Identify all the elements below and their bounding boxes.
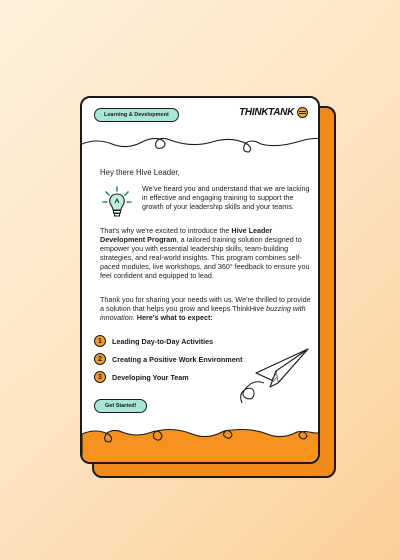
steps-list — [94, 335, 242, 389]
step-item — [94, 353, 242, 365]
step-number: 2 — [94, 353, 106, 365]
program-paragraph — [100, 226, 312, 280]
program-name: Hive Leader Development Program — [100, 226, 273, 244]
thanks-italic: buzzing with innovation. — [100, 304, 306, 322]
step-label: Creating a Positive Work Environment — [112, 354, 243, 364]
step-item — [94, 335, 242, 347]
thanks-text: Thank you for sharing your needs with us. We're thrilled to provide a solution that helps you grow and keeps ThinkHive — [100, 295, 311, 313]
program-text-end: , a tailored training solution designed to empower you with essential leadership skills, team-building strategies, and real-world insights. This program combines self-paced modules, live workshops, and 360° feedback to ensure you feel confident and equipped to lead. — [100, 235, 310, 280]
step-label: Leading Day-to-Day Activities — [112, 336, 214, 346]
step-label: Developing Your Team — [112, 372, 189, 382]
top-squiggle-divider — [82, 126, 320, 156]
program-text-start: That's why we're excited to introduce the — [100, 226, 232, 235]
get-started-button[interactable]: Get Started! — [94, 399, 147, 413]
step-item — [94, 371, 242, 383]
lightbulb-icon — [102, 186, 132, 220]
paper-plane-icon — [232, 343, 312, 413]
step-number: 3 — [94, 371, 106, 383]
intro-paragraph: We've heard you and understand that we are lacking in effective and engaging training to support the growth of your leadership skills and your teams. — [142, 184, 310, 211]
greeting: Hey there Hive Leader, — [100, 168, 180, 177]
step-number: 1 — [94, 335, 106, 347]
thanks-paragraph — [100, 295, 312, 322]
hive-logo-icon — [297, 107, 308, 118]
thanks-bold: Here's what to expect: — [134, 313, 213, 322]
category-tag: Learning & Development — [94, 108, 179, 122]
email-card — [80, 96, 320, 464]
brand-logo — [239, 107, 308, 118]
bottom-wave-decoration — [82, 420, 320, 464]
logo-text: THINKTANK — [239, 107, 294, 118]
